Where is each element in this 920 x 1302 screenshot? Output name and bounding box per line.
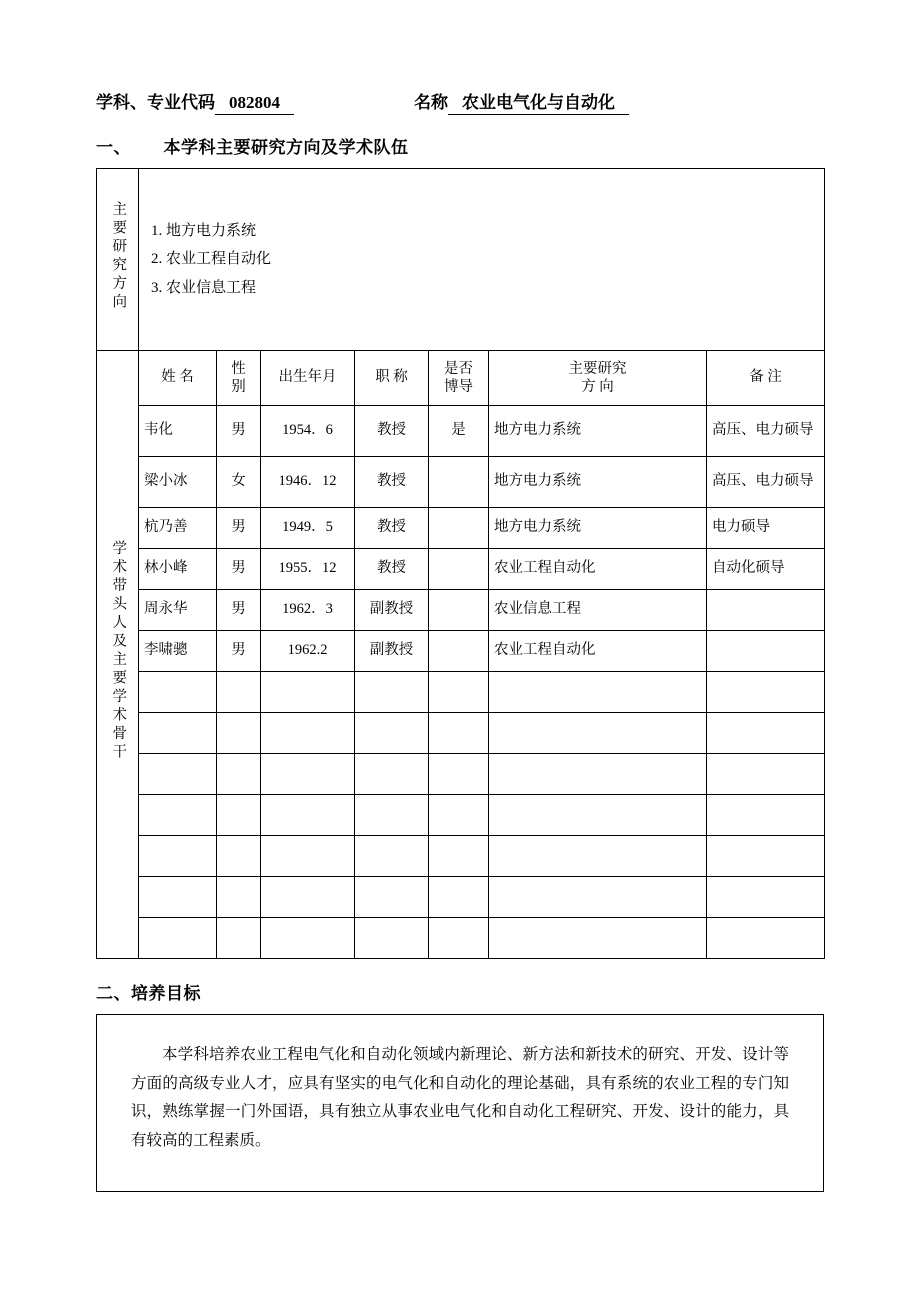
cell-remark: 电力硕导 [707, 508, 825, 549]
cell-gender [217, 836, 261, 877]
table-row [97, 877, 825, 918]
cell-advisor [429, 877, 489, 918]
cell-advisor [429, 672, 489, 713]
section-two-number: 二、 [96, 984, 131, 1003]
research-directions-label: 主要研究方向 [110, 200, 127, 312]
cell-name: 韦化 [139, 406, 217, 457]
cell-name [139, 795, 217, 836]
cell-advisor [429, 754, 489, 795]
research-directions-cell [139, 169, 825, 351]
cell-name: 杭乃善 [139, 508, 217, 549]
column-header-gender [217, 351, 261, 406]
column-header-name: 姓 名 [139, 351, 217, 406]
table-row [97, 754, 825, 795]
cell-remark [707, 631, 825, 672]
cell-name: 周永华 [139, 590, 217, 631]
cell-direction: 地方电力系统 [489, 406, 707, 457]
research-directions-label-cell [97, 169, 139, 351]
cell-gender: 男 [217, 406, 261, 457]
cell-title: 副教授 [355, 590, 429, 631]
cell-advisor [429, 508, 489, 549]
cell-direction [489, 836, 707, 877]
research-directions-row [97, 169, 825, 351]
cell-remark [707, 713, 825, 754]
cell-title: 副教授 [355, 631, 429, 672]
table-row [97, 631, 825, 672]
cell-gender: 男 [217, 590, 261, 631]
discipline-code-value: 082804 [215, 93, 294, 115]
column-header-advisor-line1: 是否 [444, 360, 473, 377]
cell-title [355, 836, 429, 877]
table-row [97, 590, 825, 631]
cell-advisor [429, 918, 489, 959]
cell-gender [217, 918, 261, 959]
cell-name: 李啸骢 [139, 631, 217, 672]
column-header-gender-line2: 别 [231, 379, 246, 395]
cell-direction [489, 795, 707, 836]
cell-advisor [429, 549, 489, 590]
column-header-birth: 出生年月 [261, 351, 355, 406]
cell-title: 教授 [355, 457, 429, 508]
cell-gender [217, 713, 261, 754]
cell-direction: 农业工程自动化 [489, 631, 707, 672]
cell-name [139, 672, 217, 713]
table-row [97, 795, 825, 836]
cell-title [355, 754, 429, 795]
cell-remark: 高压、电力硕导 [707, 457, 825, 508]
table-row [97, 918, 825, 959]
cell-gender: 男 [217, 631, 261, 672]
table-row [97, 406, 825, 457]
cell-advisor [429, 836, 489, 877]
cell-birth [261, 713, 355, 754]
cell-direction [489, 918, 707, 959]
cell-name [139, 836, 217, 877]
cell-gender: 男 [217, 549, 261, 590]
discipline-code-label: 学科、专业代码 [96, 93, 215, 112]
column-header-gender-line1: 性 [231, 360, 246, 377]
column-header-direction-line1: 主要研究 [568, 360, 627, 377]
table-row [97, 457, 825, 508]
cell-name: 林小峰 [139, 549, 217, 590]
training-objective-box [96, 1014, 824, 1192]
column-header-direction-line2: 方 向 [581, 379, 614, 395]
cell-birth: 1955．12 [261, 549, 355, 590]
cell-birth [261, 672, 355, 713]
table-row [97, 836, 825, 877]
cell-advisor [429, 457, 489, 508]
cell-remark [707, 877, 825, 918]
cell-birth [261, 918, 355, 959]
cell-advisor [429, 631, 489, 672]
cell-title [355, 713, 429, 754]
cell-direction [489, 713, 707, 754]
list-item: 2. 农业工程自动化 [166, 245, 819, 274]
cell-remark: 高压、电力硕导 [707, 406, 825, 457]
cell-birth [261, 795, 355, 836]
cell-title [355, 918, 429, 959]
cell-name [139, 754, 217, 795]
cell-direction: 地方电力系统 [489, 508, 707, 549]
section-two-heading: 培养目标 [131, 984, 201, 1003]
cell-birth: 1962.2 [261, 631, 355, 672]
cell-gender: 男 [217, 508, 261, 549]
cell-remark: 自动化硕导 [707, 549, 825, 590]
cell-title [355, 795, 429, 836]
cell-title: 教授 [355, 406, 429, 457]
table-row [97, 508, 825, 549]
cell-title [355, 672, 429, 713]
cell-birth: 1962．3 [261, 590, 355, 631]
discipline-name-label: 名称 [414, 93, 448, 112]
cell-birth [261, 836, 355, 877]
cell-name [139, 877, 217, 918]
cell-birth [261, 754, 355, 795]
cell-birth [261, 877, 355, 918]
column-header-remark: 备 注 [707, 351, 825, 406]
staff-label: 学术带头人及主要学术骨干 [110, 540, 127, 763]
cell-direction [489, 877, 707, 918]
cell-title: 教授 [355, 508, 429, 549]
cell-birth: 1949．5 [261, 508, 355, 549]
cell-advisor [429, 590, 489, 631]
cell-birth: 1946．12 [261, 457, 355, 508]
cell-title: 教授 [355, 549, 429, 590]
column-header-advisor-line2: 博导 [444, 379, 473, 395]
cell-gender: 女 [217, 457, 261, 508]
cell-remark [707, 590, 825, 631]
cell-name: 梁小冰 [139, 457, 217, 508]
list-item: 1. 地方电力系统 [166, 217, 819, 246]
cell-name [139, 918, 217, 959]
table-row [97, 713, 825, 754]
cell-direction [489, 672, 707, 713]
cell-title [355, 877, 429, 918]
document-header [96, 88, 824, 115]
cell-advisor [429, 795, 489, 836]
cell-direction: 农业信息工程 [489, 590, 707, 631]
discipline-name-value: 农业电气化与自动化 [448, 88, 629, 115]
cell-gender [217, 754, 261, 795]
staff-header-row [97, 351, 825, 406]
cell-remark [707, 918, 825, 959]
discipline-table [96, 168, 825, 959]
cell-direction [489, 754, 707, 795]
cell-direction: 农业工程自动化 [489, 549, 707, 590]
staff-label-cell [97, 351, 139, 959]
list-item: 3. 农业信息工程 [166, 274, 819, 303]
cell-remark [707, 754, 825, 795]
section-one-title [96, 133, 824, 158]
training-objective-text: 本学科培养农业工程电气化和自动化领域内新理论、新方法和新技术的研究、开发、设计等方面的高级专业人才，应具有坚实的电气化和自动化的理论基础，具有系统的农业工程的专门知识，熟练掌握一门外国语，具有独立从事农业电气化和自动化工程研究、开发、设计的能力，具有较高的工程素质。 [131, 1046, 789, 1150]
section-one-heading: 本学科主要研究方向及学术队伍 [163, 138, 409, 157]
cell-remark [707, 672, 825, 713]
cell-gender [217, 795, 261, 836]
cell-birth: 1954．6 [261, 406, 355, 457]
cell-gender [217, 877, 261, 918]
column-header-title: 职 称 [355, 351, 429, 406]
cell-direction: 地方电力系统 [489, 457, 707, 508]
table-row [97, 549, 825, 590]
cell-gender [217, 672, 261, 713]
research-directions-list [144, 217, 819, 303]
section-one-number: 一、 [96, 138, 131, 157]
section-two-title [96, 979, 824, 1004]
cell-advisor: 是 [429, 406, 489, 457]
cell-remark [707, 795, 825, 836]
cell-advisor [429, 713, 489, 754]
cell-remark [707, 836, 825, 877]
column-header-direction [489, 351, 707, 406]
table-row [97, 672, 825, 713]
cell-name [139, 713, 217, 754]
column-header-advisor [429, 351, 489, 406]
